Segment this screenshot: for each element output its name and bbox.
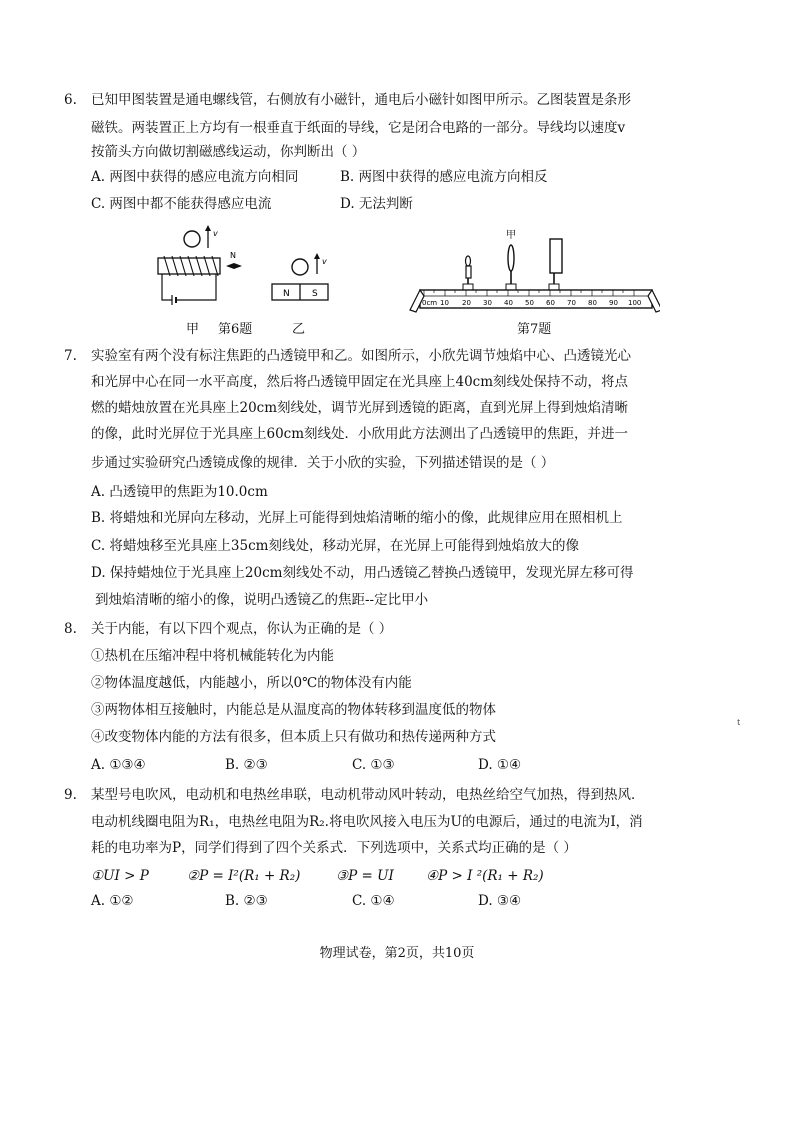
question-9-text-line-3: 耗的电功率为P，同学们得到了四个关系式．下列选项中，关系式均正确的是（ ） xyxy=(91,840,577,856)
figure-6-label-jia: 甲 xyxy=(186,322,200,337)
candle xyxy=(466,266,471,278)
question-9-option-d: D. ③④ xyxy=(478,893,522,909)
question-8-statement-2: ②物体温度越低，内能越小，所以0℃的物体没有内能 xyxy=(91,675,412,691)
question-6-text-line-2: 磁铁。两装置正上方均有一根垂直于纸面的导线，它是闭合电路的一部分。导线均以速度v xyxy=(91,120,626,136)
magnet-s-label: S xyxy=(312,289,318,299)
question-6-text-line-1: 已知甲图装置是通电螺线管，右侧放有小磁针，通电后小磁针如图甲所示。乙图装置是条形 xyxy=(91,92,631,108)
scale-label: 80 xyxy=(588,299,597,307)
margin-mark: t xyxy=(737,718,741,727)
wire-cross-section-jia xyxy=(184,231,200,247)
scale-label: 90 xyxy=(609,299,618,307)
question-9-relation-2: ②P = I²(R₁ + R₂) xyxy=(187,868,301,884)
question-9-relation-4: ④P > I ²(R₁ + R₂) xyxy=(426,868,544,884)
wire-cross-section-yi xyxy=(292,259,308,275)
question-7-text-line-2: 和光屏中心在同一水平高度，然后将凸透镜甲固定在光具座上40cm刻线处保持不动，将点 xyxy=(91,374,629,390)
question-6-text-line-3: 按箭头方向做切割磁感线运动，你判断出（ ） xyxy=(91,144,366,160)
question-7-option-a: A. 凸透镜甲的焦距为10.0cm xyxy=(91,484,268,500)
velocity-label-jia: v xyxy=(213,229,218,238)
lens-jia-label: 甲 xyxy=(506,230,516,241)
question-6-option-b: B. 两图中获得的感应电流方向相反 xyxy=(340,169,548,185)
question-6-option-c: C. 两图中都不能获得感应电流 xyxy=(91,196,272,212)
question-7-option-b: B. 将蜡烛和光屏向左移动，光屏上可能得到烛焰清晰的缩小的像，此规律应用在照相机上 xyxy=(91,510,623,526)
question-9-text-line-2: 电动机线圈电阻为R₁，电热丝电阻为R₂.将电吹风接入电压为U的电源后，通过的电流为I，消 xyxy=(91,814,643,830)
question-6-option-a: A. 两图中获得的感应电流方向相同 xyxy=(91,169,299,185)
question-8-statement-3: ③两物体相互接触时，内能总是从温度高的物体转移到温度低的物体 xyxy=(91,702,496,718)
question-8-text: 关于内能，有以下四个观点，你认为正确的是（ ） xyxy=(91,621,393,637)
question-7-text-line-5: 步通过实验研究凸透镜成像的规律．关于小欣的实验，下列描述错误的是（ ） xyxy=(91,455,555,471)
question-8-statement-4: ④改变物体内能的方法有很多，但本质上只有做功和热传递两种方式 xyxy=(91,729,496,745)
figure-7-title: 第7题 xyxy=(517,322,552,337)
question-8-option-c: C. ①③ xyxy=(352,757,395,773)
question-7-text-line-1: 实验室有两个没有标注焦距的凸透镜甲和乙。如图所示，小欣先调节烛焰中心、凸透镜光心 xyxy=(91,348,631,364)
figure-6-title: 第6题 xyxy=(218,322,253,337)
light-screen xyxy=(550,239,562,273)
scale-label: 70 xyxy=(567,299,576,307)
question-number-6: 6. xyxy=(64,92,77,108)
question-9-option-a: A. ①② xyxy=(91,893,134,909)
question-9-option-c: C. ①④ xyxy=(352,893,395,909)
scale-label: 40 xyxy=(504,299,513,307)
figure-question-7 xyxy=(400,228,660,316)
question-8-option-d: D. ①④ xyxy=(478,757,522,773)
scale-label: 50 xyxy=(525,299,534,307)
question-8-option-a: A. ①③④ xyxy=(91,757,146,773)
figure-6-label-yi: 乙 xyxy=(292,322,306,337)
question-number-7: 7. xyxy=(64,348,77,364)
scale-label: 10 xyxy=(440,299,449,307)
question-9-option-b: B. ②③ xyxy=(225,893,268,909)
question-7-option-d-continued: 到烛焰清晰的缩小的像，说明凸透镜乙的焦距--定比甲小 xyxy=(95,592,429,608)
question-7-text-line-4: 的像，此时光屏位于光具座上60cm刻线处．小欣用此方法测出了凸透镜甲的焦距，并进一 xyxy=(91,426,629,442)
candle-flame xyxy=(466,256,471,266)
question-8-statement-1: ①热机在压缩冲程中将机械能转化为内能 xyxy=(91,648,334,664)
convex-lens xyxy=(508,245,514,271)
scale-label: 0cm xyxy=(422,299,438,307)
scale-label: 20 xyxy=(462,299,471,307)
question-number-8: 8. xyxy=(64,621,77,637)
question-number-9: 9. xyxy=(64,787,77,803)
scale-label: 60 xyxy=(546,299,555,307)
scale-label: 30 xyxy=(483,299,492,307)
question-7-text-line-3: 燃的蜡烛放置在光具座上20cm刻线处，调节光屏到透镜的距离，直到光屏上得到烛焰清晰 xyxy=(91,400,629,416)
needle-n-label: N xyxy=(230,251,236,260)
question-8-option-b: B. ②③ xyxy=(225,757,268,773)
magnet-n-label: N xyxy=(283,289,290,299)
magnetic-needle xyxy=(226,263,242,269)
question-7-option-d: D. 保持蜡烛位于光具座上20cm刻线处不动，用凸透镜乙替换凸透镜甲，发现光屏左移可得 xyxy=(91,565,634,581)
question-9-relation-1: ①UI > P xyxy=(91,868,149,884)
figure-question-6 xyxy=(150,222,350,312)
question-9-relation-3: ③P = UI xyxy=(336,868,394,884)
page-footer: 物理试卷，第2页，共10页 xyxy=(319,946,475,961)
scale-label: 100 xyxy=(628,299,642,307)
velocity-label-yi: v xyxy=(322,257,327,266)
question-6-option-d: D. 无法判断 xyxy=(340,196,413,212)
question-7-option-c: C. 将蜡烛移至光具座上35cm刻线处，移动光屏，在光屏上可能得到烛焰放大的像 xyxy=(91,538,579,554)
question-9-text-line-1: 某型号电吹风，电动机和电热丝串联，电动机带动风叶转动，电热丝给空气加热，得到热风． xyxy=(91,787,645,803)
